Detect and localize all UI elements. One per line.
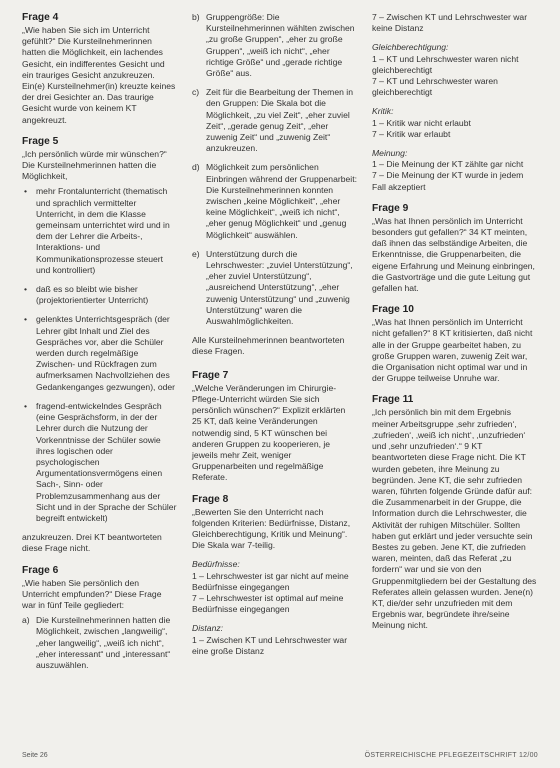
scale-gleichberechtigung-7: 7 – KT und Lehrschwester waren gleichberechtigt (372, 76, 498, 98)
list-frage-6 (22, 615, 177, 671)
paragraph-frage-11: „Ich persönlich bin mit dem Ergebnis meiner Arbeitsgruppe ‚sehr zufrieden‘, ‚zufrieden‘, ‚weiß ich nicht‘, ‚unzufrieden‘ und ‚sehr unzufrieden‘.“ 9 KT beantworteten diese Frage nicht. Die KT wurden gebeten, ihre Meinung zu begründen. Jene KT, die sehr zufrieden waren, führten folgende Gründe dafür auf: die Zusammenarbeit in der Gruppe, die Information durch die Lehrschwester, die Aktivität der ruhigen Mitschüler. Sollten haben gut erklärt und jeder versuchte sein Bestes zu geben. Jene KT, die zufrieden waren, meinten, daß das Referat „zu fordern“ war und sie von den Gruppenmitgliedern bei der Gestaltung des Referates allein gelassen wurden. Jene(n) KT, die/der sehr unzufrieden mit dem Ergebnis war, begründete ihre/seine Meinung nicht. (372, 407, 537, 631)
bullet-list-frage-5 (22, 186, 177, 524)
heading-frage-8: Frage 8 (192, 493, 229, 505)
scale-distanz-7: 7 – Zwischen KT und Lehrschwester war keine Distanz (372, 12, 528, 34)
scale-beduerfnisse-1: 1 – Lehrschwester ist gar nicht auf meine Bedürfnisse eingegangen (192, 570, 349, 592)
heading-frage-6: Frage 6 (22, 564, 59, 576)
heading-frage-11: Frage 11 (372, 394, 414, 406)
paragraph-frage-7: „Welche Veränderungen im Chirurgie-Pflege-Unterricht würden Sie sich persönlich wünschen?“ Explizit erklärten 25 KT, daß keine Veränderungen notwendig sind, 5 KT wünschen bei anderen Gruppen zu kooperieren, je jeweils mehr Zeit, weniger Gruppenarbeiten und regelmäßige Referate. (192, 382, 346, 483)
paragraph-frage-4: „Wie haben Sie sich im Unterricht gefühlt?“ Die Kursteilnehmerinnen hatten die Möglichkeit, ein lachendes Gesicht, ein indifferentes Gesicht und ein trauriges Gesicht anzukreuzen. Ein(e) Kursteilnehmer(in) kreuzte keines der drei Gesichter an. Das traurige Gesicht wurde von keinem KT angekreuzt. (22, 25, 176, 125)
list-item: d) Möglichkeit zum persönlichen Einbringen während der Gruppenarbeit: Die Kursteilnehmerinnen konnten zwischen „keine Möglichkeit“, „eher keine Möglichkeit“, „weiß ich nicht“, „eher genug Möglichkeit“ und „genug Möglichkeit“ auswählen. (192, 162, 357, 240)
heading-frage-9: Frage 9 (372, 202, 409, 214)
column-2 (192, 12, 357, 667)
column-1 (22, 12, 177, 681)
scale-meinung-1: 1 – Die Meinung der KT zählte gar nicht (372, 159, 524, 170)
scale-distanz-1: 1 – Zwischen KT und Lehrschwester war eine große Distanz (192, 634, 348, 656)
paragraph-frage-8: „Bewerten Sie den Unterricht nach folgenden Kriterien: Bedürfnisse, Distanz, Gleichberechtigung, Kritik und Meinung“. Die Skala war 7-teilig. (192, 506, 351, 551)
paragraph-frage-10: „Was hat Ihnen persönlich im Unterricht nicht gefallen?“ 8 KT kritisierten, daß nicht alle in der Gruppe gearbeitet haben, zu große Gruppen waren, zuwenig Zeit war, die Organisation nicht optimal war und in der Gruppe teilweise Unruhe war. (372, 317, 533, 384)
paragraph-frage-5-intro: „Ich persönlich würde mir wünschen?“ Die Kursteilnehmerinnen hatten die Möglichkeit, (22, 148, 167, 182)
publication-footer: ÖSTERREICHISCHE PFLEGEZEITSCHRIFT 12/00 (364, 752, 538, 759)
section-frage-6 (22, 565, 177, 672)
heading-frage-5: Frage 5 (22, 135, 59, 147)
list-item: • fragend-entwickelndes Gespräch (eine Gesprächsform, in der der Lehrer durch die Nutzung der Vorkenntnisse der Schüler sowie ihres logischen oder psychologischen Argumentationsvermögens einen Sach-, Sinn- oder Problemzusammenhang aus der Sicht und in der Sprache der Schüler begreift entwickelt) (22, 401, 177, 524)
heading-frage-4: Frage 4 (22, 12, 59, 23)
label-kritik: Kritik: (372, 106, 394, 117)
heading-frage-10: Frage 10 (372, 304, 414, 316)
paragraph-frage-5-outro: anzukreuzen. Drei KT beantworteten diese Frage nicht. (22, 532, 162, 554)
scale-kritik-1: 1 – Kritik war nicht erlaubt (372, 117, 471, 128)
section-frage-8 (192, 494, 357, 657)
list-item: • gelenktes Unterrichtsgespräch (der Lehrer gibt Inhalt und Ziel des Gespräches vor, aber die Schüler werden durch regelmäßige Zwischen- und Rückfragen zum aufmerksamen Nachvollziehen des Gedankenganges gezwungen), oder (22, 314, 177, 392)
section-frage-10 (372, 304, 537, 384)
label-beduerfnisse: Bedürfnisse: (192, 559, 240, 570)
section-frage-7 (192, 370, 357, 484)
scale-beduerfnisse-7: 7 – Lehrschwester ist optimal auf meine Bedürfnisse eingegangen (192, 592, 344, 615)
section-frage-11 (372, 394, 537, 631)
scale-meinung-7: 7 – Die Meinung der KT wurde in jedem Fall akzeptiert (372, 170, 524, 192)
page-number: Seite 26 (22, 752, 48, 759)
scale-gleichberechtigung-1: 1 – KT und Lehrschwester waren nicht gleichberechtigt (372, 53, 519, 75)
list-item: e) Unterstützung durch die Lehrschwester: „zuviel Unterstützung“, „eher zuviel Unterstützung“, „ausreichend Unterstützung“, „eher zuwenig Unterstützung“ und „zuwenig Unterstützung“ waren die Auswahlmöglichkeiten. (192, 248, 353, 327)
column-3 (372, 12, 537, 642)
list-item: • daß es so bleibt wie bisher (projektorientierter Unterricht) (22, 284, 177, 306)
section-frage-5 (22, 136, 177, 555)
paragraph-frage-6: „Wie haben Sie persönlich den Unterricht empfunden?“ Diese Frage war in fünf Teile gegliedert: (22, 577, 162, 610)
list-item: c) Zeit für die Bearbeitung der Themen in den Gruppen: Die Skala bot die Möglichkeit, „zu viel Zeit“, „eher zuviel Zeit“, „gerade genug Zeit“, „eher zuwenig Zeit“ und „zuwenig Zeit“ anzukreuzen. (192, 87, 353, 154)
paragraph-frage-9: „Was hat Ihnen persönlich im Unterricht besonders gut gefallen?“ 34 KT meinten, daß ihnen das selbständige Arbeiten, die Erkenntnisse, die Gruppenarbeiten, die eigene Erfahrung und Meinung einbringen, die Gastvorträge und die gute Leitung gut gefallen hat. (372, 215, 535, 294)
section-frage-4 (22, 12, 177, 126)
label-gleichberechtigung: Gleichberechtigung: (372, 42, 449, 53)
list-frage-6-cont (192, 12, 357, 327)
list-item: b) Gruppengröße: Die Kursteilnehmerinnen wählten zwischen „zu große Gruppen“, „eher zu große Gruppen“, „weiß ich nicht“, „eher richtige Größe“ und „gerade richtige Größe“ aus. (192, 12, 355, 79)
heading-frage-7: Frage 7 (192, 369, 229, 381)
list-item: • mehr Frontalunterricht (thematisch und sprachlich vermittelter Unterricht, in dem die Klasse gemeinsam unterrichtet wird und in dem der Lehrer die Arbeits-, Interaktions- und Kommunikationsprozesse steuert und kontrolliert) (22, 186, 177, 276)
label-meinung: Meinung: (372, 148, 408, 159)
label-distanz: Distanz: (192, 623, 224, 634)
section-frage-9 (372, 203, 537, 294)
scale-kritik-7: 7 – Kritik war erlaubt (372, 128, 451, 139)
list-item: a) Die Kursteilnehmerinnen hatten die Möglichkeit, zwischen „langweilig“, „eher langweilig“, „weiß ich nicht“, „eher interessant“ und „interessant“ auszuwählen. (22, 615, 171, 670)
paragraph-all-answered: Alle Kursteilnehmerinnen beantworteten diese Fragen. (192, 335, 345, 357)
